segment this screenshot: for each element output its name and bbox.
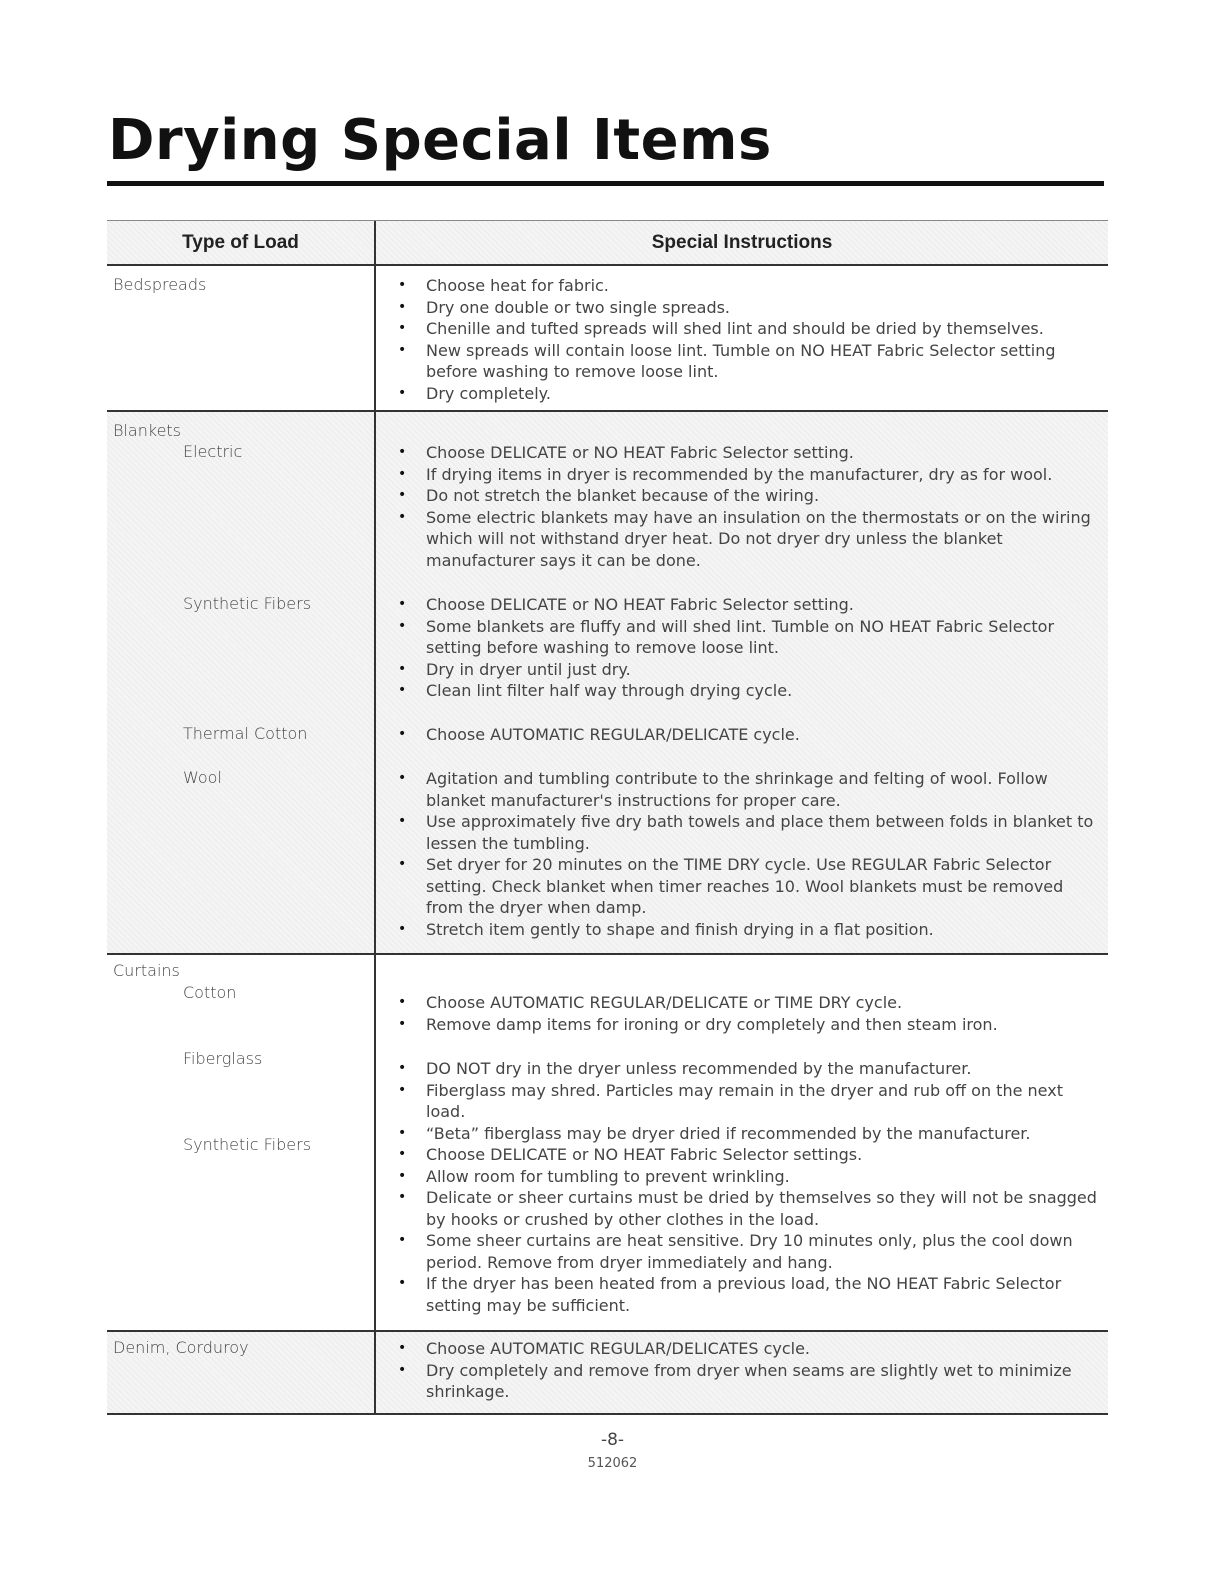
list-item: • Use approximately five dry bath towels and place them between folds in blanket to lessen the tumbling. — [394, 811, 1102, 854]
load-label-curtains: Curtains — [113, 961, 180, 980]
instruction-list-synthetic-blankets — [394, 594, 1102, 702]
instruction-list-bedspreads — [394, 275, 1102, 404]
load-cell — [107, 1332, 374, 1413]
load-label-fiberglass: Fiberglass — [183, 1049, 263, 1068]
list-item: • Choose heat for fabric. — [394, 275, 1102, 297]
load-cell — [107, 266, 374, 410]
load-label-cotton: Cotton — [183, 983, 237, 1002]
list-item: • Dry one double or two single spreads. — [394, 297, 1102, 319]
list-item: • Some sheer curtains are heat sensitive. Dry 10 minutes only, plus the cool down period. Remove from dryer immediately and hang. — [394, 1230, 1102, 1273]
load-label-bedspreads: Bedspreads — [113, 275, 207, 294]
list-item: • Agitation and tumbling contribute to the shrinkage and felting of wool. Follow blanket manufacturer's instructions for proper care. — [394, 768, 1102, 811]
special-items-table — [107, 220, 1108, 1415]
list-item: • Dry completely. — [394, 383, 1102, 405]
list-item: • Choose AUTOMATIC REGULAR/DELICATE or TIME DRY cycle. — [394, 992, 1102, 1014]
load-label-synthetic-fibers-curtains: Synthetic Fibers — [183, 1135, 312, 1154]
list-item: • If the dryer has been heated from a previous load, the NO HEAT Fabric Selector setting may be sufficient. — [394, 1273, 1102, 1316]
list-item: • New spreads will contain loose lint. Tumble on NO HEAT Fabric Selector setting before washing to remove loose lint. — [394, 340, 1102, 383]
list-item: • Remove damp items for ironing or dry completely and then steam iron. — [394, 1014, 1102, 1036]
instructions-cell — [374, 412, 1108, 953]
instructions-cell — [374, 955, 1108, 1330]
instruction-list-fiberglass — [394, 1058, 1102, 1144]
section-bedspreads — [107, 266, 1108, 412]
load-label-denim-corduroy: Denim, Corduroy — [113, 1338, 249, 1357]
list-item: • Choose DELICATE or NO HEAT Fabric Selector setting. — [394, 594, 1102, 616]
table-header — [107, 220, 1108, 266]
list-item: • Dry completely and remove from dryer when seams are slightly wet to minimize shrinkage. — [394, 1360, 1102, 1403]
list-item: • Stretch item gently to shape and finish drying in a flat position. — [394, 919, 1102, 941]
load-label-thermal-cotton: Thermal Cotton — [183, 724, 308, 743]
list-item: • Delicate or sheer curtains must be dried by themselves so they will not be snagged by hooks or crushed by other clothes in the load. — [394, 1187, 1102, 1230]
list-item: • Fiberglass may shred. Particles may remain in the dryer and rub off on the next load. — [394, 1080, 1102, 1123]
list-item: • Allow room for tumbling to prevent wrinkling. — [394, 1166, 1102, 1188]
list-item: • Some blankets are fluffy and will shed lint. Tumble on NO HEAT Fabric Selector setting before washing to remove loose lint. — [394, 616, 1102, 659]
section-blankets — [107, 412, 1108, 955]
page-number: -8- — [600, 1430, 625, 1450]
list-item: • Dry in dryer until just dry. — [394, 659, 1102, 681]
instructions-cell — [374, 266, 1108, 410]
header-special-instructions: Special Instructions — [374, 221, 1108, 264]
section-denim-corduroy — [107, 1332, 1108, 1415]
instruction-list-synthetic-curtains — [394, 1144, 1102, 1316]
list-item: • Set dryer for 20 minutes on the TIME DRY cycle. Use REGULAR Fabric Selector setting. Check blanket when timer reaches 10. Wool blankets must be removed from the dryer when damp. — [394, 854, 1102, 919]
list-item: • If drying items in dryer is recommended by the manufacturer, dry as for wool. — [394, 464, 1102, 486]
load-label-wool: Wool — [183, 768, 222, 787]
list-item: • Choose DELICATE or NO HEAT Fabric Selector setting. — [394, 442, 1102, 464]
load-label-blankets: Blankets — [113, 421, 182, 440]
list-item: • Choose AUTOMATIC REGULAR/DELICATE cycle. — [394, 724, 1102, 746]
list-item: • Choose AUTOMATIC REGULAR/DELICATES cycle. — [394, 1338, 1102, 1360]
document-code: 512062 — [587, 1456, 638, 1471]
list-item: • Chenille and tufted spreads will shed lint and should be dried by themselves. — [394, 318, 1102, 340]
load-cell — [107, 955, 374, 1330]
load-cell — [107, 412, 374, 953]
list-item: • DO NOT dry in the dryer unless recommended by the manufacturer. — [394, 1058, 1102, 1080]
section-curtains — [107, 955, 1108, 1332]
list-item: • Do not stretch the blanket because of the wiring. — [394, 485, 1102, 507]
title-rule — [107, 181, 1104, 186]
instruction-list-wool — [394, 768, 1102, 940]
header-type-of-load: Type of Load — [107, 221, 374, 264]
page-title: Drying Special Items — [108, 108, 772, 173]
list-item: • “Beta” fiberglass may be dryer dried if recommended by the manufacturer. — [394, 1123, 1102, 1145]
instruction-list-thermal-cotton — [394, 724, 1102, 746]
load-label-electric: Electric — [183, 442, 243, 461]
list-item: • Choose DELICATE or NO HEAT Fabric Selector settings. — [394, 1144, 1102, 1166]
list-item: • Clean lint filter half way through drying cycle. — [394, 680, 1102, 702]
list-item: • Some electric blankets may have an insulation on the thermostats or on the wiring which will not withstand dryer heat. Do not dryer dry unless the blanket manufacturer says it can be done. — [394, 507, 1102, 572]
instructions-cell — [374, 1332, 1108, 1413]
load-label-synthetic-fibers: Synthetic Fibers — [183, 594, 312, 613]
instruction-list-cotton — [394, 992, 1102, 1035]
instruction-list-denim — [394, 1338, 1102, 1403]
instruction-list-electric — [394, 442, 1102, 571]
